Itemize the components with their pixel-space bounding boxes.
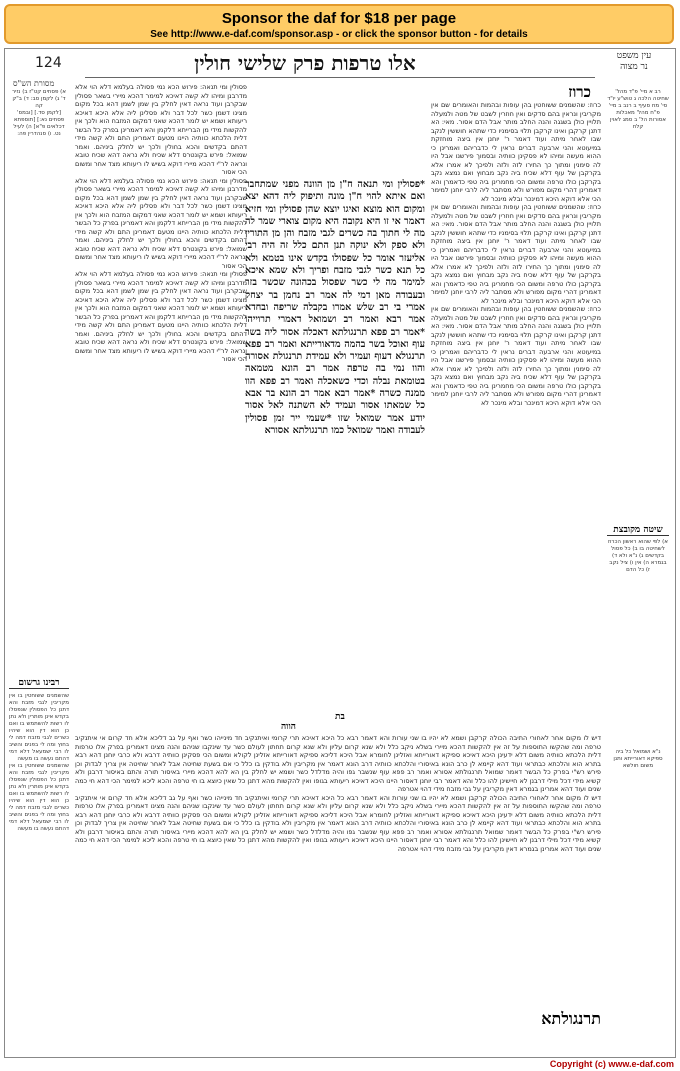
lower-commentary-text-2: דיש לו מקום אחר לאחורי התיבה הכולה קרקבן ושמא לא יהיו בו שני עורות והא דאמר רבא כל היכא דאיכא תרי קרומי ואיתנקיב חד מינייהו כשר ואף על גב דליכא אלא חד קרום אי איתנקיב טרפה ומה שהקשו התוספות על זה אין להקשות דהכא מיירי בשלא ניקב כלל ולא שנא קרום עליון ולא שנא קרום תחתון לעולם כשר עד שינקבו שניהם והנה מצינו דאמרינן בפרק אלו טרפות דלית הלכתא כוותיה משום דלא ידעינן היכא דאיכא ספיקא דאורייתא ואזלינן לחומרא אבל היכא דליכא ספיקא דאורייתא אזלינן לקולא ומשום הכי פסקינן כוותיה דרבא ולא כרבי יוחנן דהא רבא בתרא הוא והלכתא כבתראי ועוד דהא קיימא לן כרב הונא באיסורי והלכתא כוותיה דרב הונא דאמר אין מקריבין ולא בודקין בו כלל כי אם בשעת שחיטה אבל לאחר שחיטה אין צריך לבדוק וכן פירש רש"י בפרק כל הבשר דאמר שמואל תרנגולתא אסורא ואמר רב פפא עוף שנשבר גפו והיה מדלדל כשר ושמא יש לחלק בין הא להא דהכא מיירי באיסור תורה והתם באיסור דרבנן ולא קשיא מידי דכל מילי דרבנן לא חיישינן להו כלל והא דאמר רבי יוחנן דאסור היינו היכא דאיכא ריעותא בגופו ואין להקשות מהא דתנן כל שאין כיוצא בו חי טרפה והכא ליכא למימר הכי דהא חי כמה שנים ועוד דהא אמרינן בגמרא דאין מקריבין על גבי מזבח מידי דהוי אטרפה bbox=[75, 793, 601, 853]
tarnegolta-heading: תרנגולתא bbox=[541, 1009, 601, 1028]
ein-mishpat-text: רב א מיי' פ"ד מהל' שחיטה הלכה ג טוש"ע יו"ד סי' מח סעיף ב רנב ב מיי' פ"ח מהל' מאכלות אסורות הל' ב סמג לאוין קלח bbox=[607, 89, 669, 130]
rabbeinu-gershom-text: שהשמנים ששוחטין בו אין מקריבין לגבי מזבח והא דתנן כל הפסולין שנפסלו בקדש אינן מותרין ולא נתן לו רשות להשתמש בו ואם כן הוא דין הוא שיהיו כשרים לגבי מזבח דמה לי בחוץ ומה לי בפנים והשיב לו רבי ישמעאל דלא דמי דהתם נעשה בו מעשה bbox=[9, 693, 69, 762]
gemara-end-marker: בת bbox=[335, 712, 345, 722]
sponsor-banner[interactable] bbox=[4, 4, 674, 44]
sponsor-title: Sponsor the daf for $18 per page bbox=[221, 10, 457, 27]
lower-commentary-text: דיש לו מקום אחר לאחורי התיבה הכולה קרקבן ושמא לא יהיו בו שני עורות והא דאמר רבא כל היכא דאיכא תרי קרומי ואיתנקיב חד מינייהו כשר ואף על גב דליכא אלא חד קרום אי איתנקיב טרפה ומה שהקשו התוספות על זה אין להקשות דהכא מיירי בשלא ניקב כלל ולא שנא קרום עליון ולא שנא קרום תחתון לעולם כשר עד שינקבו שניהם והנה מצינו דאמרינן בפרק אלו טרפות דלית הלכתא כוותיה משום דלא ידעינן היכא דאיכא ספיקא דאורייתא ואזלינן לחומרא אבל היכא דליכא ספיקא דאורייתא אזלינן לקולא ומשום הכי פסקינן כוותיה דרבא ולא כרבי יוחנן דהא רבא בתרא הוא והלכתא כבתראי ועוד דהא קיימא לן כרב הונא באיסורי והלכתא כוותיה דרב הונא דאמר אין מקריבין ולא בודקין בו כלל כי אם בשעת שחיטה אבל לאחר שחיטה אין צריך לבדוק וכן פירש רש"י בפרק כל הבשר דאמר שמואל תרנגולתא אסורא ואמר רב פפא עוף שנשבר גפו והיה מדלדל כשר ושמא יש לחלק בין הא להא דהכא מיירי באיסור תורה והתם באיסור דרבנן ולא קשיא מידי דכל מילי דרבנן לא חיישינן להו כלל והא דאמר רבי יוחנן דאסור היינו היכא דאיכא ריעותא בגופו ואין להקשות מהא דתנן כל שאין כיוצא בו חי טרפה והכא ליכא למימר הכי דהא חי כמה שנים ועוד דהא אמרינן בגמרא דאין מקריבין על גבי מזבח מידי דהוי אטרפה bbox=[75, 734, 601, 793]
rashi-opening-word: כרוז bbox=[568, 83, 591, 101]
right-margin-notes-text: נ"א ושמואל כל ביה ספיקא דאורייתא ותנן משום חולשא bbox=[613, 749, 663, 769]
masoret-hashas-text: א) פסחים קט"ז ב) נזיר ד' ג) לקמן סב: ד) ב"ק קה bbox=[12, 89, 66, 109]
tosafot-text: פסולין ומי תנאה: פירוש הכא נמי פסולה בעלמא דלא הוי אלא מדרבנן ומיהו לא קשה דאיכא למימר דהכא מיירי בשאר פסולין שבקרבן ועוד נראה דאין לחלק בין שמן לשמן דהא בכל מקום מצינו דשמן כשר לכל דבר ולא פסלינן ליה אלא היכא דאיכא ריעותא ושמא יש לומר דהכא שאני דמקום המזבח הוא ולכך אין להקשות מידי מן הברייתא דלקמן והא דאמרינן בפרק כל הבשר דלית הלכתא כוותיה היינו מטעם דאמרינן התם ולא קשה מידי דהתם בקדשים והכא בחולין ולכך יש לחלק ביניהם. ואמר שמואל: פירש בקונטרס דלא שכיח ולא נראה דהא שכיח טובא ונראה לר"י דהכא מיירי דוקא בשיש לו ריעותא מצד אחר ומשום הכי אסור bbox=[75, 83, 247, 176]
rabbeinu-gershom-column bbox=[9, 693, 69, 1023]
shita-mekubetzet-column bbox=[607, 539, 669, 719]
shita-mekubetzet-text: א) לפי שהוא ראשון הכרוז לשחיטה בו ב) כל פסול בקדשים ג) נ"א ולא ד) בגמרא ה) אין ו) ציל נקב ז) כל הדם bbox=[608, 539, 668, 573]
talmud-page bbox=[4, 48, 676, 1058]
gemara-text: *פסולין ומי תנאה ח"ן מן הוונה מפני שמתחבר ואם איתא להוי ח"ן מונה ותיפוק ליה דהא יצא ומקום הוא מוצא ואיגו יוצא שהן פסולין ומי חזיא דאמר אי זו היא נקובה היא מקום צוארי שמר לה מה לי חתוך בה כשרים לגבי מזבח והן מן התורין ולא ספק ולא ינוקה תנן התם כלל זה היה רבי אליעזר אומר כל שפסולו בקדש אינו בטמא ולא כל תנא כשר לגבי מזבח ופריך ולא שמא איכא למימר מה לי כשר שפסול בכהונה שכשר בזר ובעבודה מאן דמי לה אמר רב נחמן בר יצחק אמרי בי רב שלש אמרו בקבלה שריפה ובחדא אמר רבא ואמר רב ושמואל דאמרי תרוייהו *אמר רב פפא תרנגולתא דאכלה אסור ליה בשר עוף ואוכל בשר בהמה מדאורייתא ואמר רב פפא תרנגולא דעוף ועמיר ולא עמידת תרנגולת אסורה והוו נמי בה טרפה אמר רב הונא מטמאה בטומאת נבלה וכדי כשאכלה ואמר רב פפא הוו ממנה כשרה *אמר רבא אמר רב הונא בר אבא כל שמאתו אסור ועמיד לא השתנה לאל אסור יודע אמר שמואל שזו *שעמי ייר זמן פסולין לעבודה ואמר שמואל כמו תרנגולתא אסורא bbox=[245, 179, 425, 436]
masoret-hashas-label: מסורת הש"ס bbox=[13, 79, 55, 88]
copyright-link[interactable]: Copyright (c) www.e-daf.com bbox=[549, 1059, 674, 1069]
shita-mekubetzet-heading: שיטה מקובצת bbox=[607, 524, 669, 536]
rashi-column bbox=[431, 101, 601, 711]
page-number: 124 bbox=[35, 55, 62, 71]
page-title: אלו טרפות פרק שלישי חולין bbox=[194, 51, 416, 75]
ein-mishpat-header bbox=[599, 51, 669, 73]
ein-mishpat-label: עין משפט bbox=[616, 51, 652, 61]
tosafot-column bbox=[75, 83, 247, 707]
right-margin-notes bbox=[607, 749, 669, 869]
rashi-text: כרוז: שהשמנים ששוחטין בהן עופות ובהמות והאומרים שם אין מקריבין ונראין בהם סדקים ואין חוזרין לשבט של מטה ולמעלה תלויין כולן בשגגה והנה החלב מותר אבל הדם אסור. מאי: הא דתנן קרקבן ואינו קרקבן תלוי בסימניו כדי שתהא חוששין לנקב שבו לאחר מיתה ועוד דאמר ר' יוחנן אין ביצה מוחזקת במיעוטא והני ארבעה דברים נראין לי כדבריהם ואמרינן כי ההוא מעשה ומיהו לא פסקינן כוותיה ובסמוך פירשנו אבל היו לה סימנין ומתוך כך התירו לזה ולזה ולפיכך לא אמרו אלא בקרקבן של עוף דלא שכיח ביה נקב מבחוץ ואם נמצא נקב בקרקבן כולו טרפה ומשום הכי מחמרינן ביה טפי כדאמרן והא דאמרינן דהרי מקום מפורש ולא מסתבר ליה לרבי יוחנן למימר הכי אלא דוקא היכא דמינכר ובלא מינכר לא bbox=[431, 101, 601, 203]
rabbeinu-gershom-heading: רבינו גרשום bbox=[9, 677, 69, 689]
header-rule bbox=[85, 77, 595, 78]
masoret-hashas-text-2: [לקמן סד.] [ובמס' פסחים נא:] [תוספתא דכלאים פ"א] ה) לעיל נט. ו) סנהדרין פה: bbox=[13, 110, 65, 137]
rashi-text-continued-2: כרוז: שהשמנים ששוחטין בהן עופות ובהמות והאומרים שם אין מקריבין ונראין בהם סדקים ואין חוזרין לשבט של מטה ולמעלה תלויין כולן בשגגה והנה החלב מותר אבל הדם אסור. מאי: הא דתנן קרקבן ואינו קרקבן תלוי בסימניו כדי שתהא חוששין לנקב שבו לאחר מיתה ועוד דאמר ר' יוחנן אין ביצה מוחזקת במיעוטא והני ארבעה דברים נראין לי כדבריהם ואמרינן כי ההוא מעשה ומיהו לא פסקינן כוותיה ובסמוך פירשנו אבל היו לה סימנין ומתוך כך התירו לזה ולזה ולפיכך לא אמרו אלא בקרקבן של עוף דלא שכיח ביה נקב מבחוץ ואם נמצא נקב בקרקבן כולו טרפה ומשום הכי מחמרינן ביה טפי כדאמרן והא דאמרינן דהרי מקום מפורש ולא מסתבר ליה לרבי יוחנן למימר הכי אלא דוקא היכא דמינכר ובלא מינכר לא bbox=[431, 305, 601, 407]
rabbeinu-gershom-text-2: שהשמנים ששוחטין בו אין מקריבין לגבי מזבח והא דתנן כל הפסולין שנפסלו בקדש אינן מותרין ולא נתן לו רשות להשתמש בו ואם כן הוא דין הוא שיהיו כשרים לגבי מזבח דמה לי בחוץ ומה לי בפנים והשיב לו רבי ישמעאל דלא דמי דהתם נעשה בו מעשה bbox=[9, 763, 69, 832]
tosafot-text-continued: פסולין ומי תנאה: פירוש הכא נמי פסולה בעלמא דלא הוי אלא מדרבנן ומיהו לא קשה דאיכא למימר דהכא מיירי בשאר פסולין שבקרבן ועוד נראה דאין לחלק בין שמן לשמן דהא בכל מקום מצינו דשמן כשר לכל דבר ולא פסלינן ליה אלא היכא דאיכא ריעותא ושמא יש לומר דהכא שאני דמקום המזבח הוא ולכך אין להקשות מידי מן הברייתא דלקמן והא דאמרינן בפרק כל הבשר דלית הלכתא כוותיה היינו מטעם דאמרינן התם ולא קשה מידי דהתם בקדשים והכא בחולין ולכך יש לחלק ביניהם. ואמר שמואל: פירש בקונטרס דלא שכיח ולא נראה דהא שכיח טובא ונראה לר"י דהכא מיירי דוקא בשיש לו ריעותא מצד אחר ומשום הכי אסור bbox=[75, 176, 247, 270]
sponsor-subtitle: See http://www.e-daf.com/sponsor.asp - or click the sponsor button - for details bbox=[150, 29, 528, 40]
ner-mitzvah-label: נר מצוה bbox=[620, 62, 648, 72]
masoret-hashas-column bbox=[9, 89, 69, 609]
havayah-marker: הווה bbox=[281, 722, 296, 732]
tosafot-text-continued-2: פסולין ומי תנאה: פירוש הכא נמי פסולה בעלמא דלא הוי אלא מדרבנן ומיהו לא קשה דאיכא למימר דהכא מיירי בשאר פסולין שבקרבן ועוד נראה דאין לחלק בין שמן לשמן דהא בכל מקום מצינו דשמן כשר לכל דבר ולא פסלינן ליה אלא היכא דאיכא ריעותא ושמא יש לומר דהכא שאני דמקום המזבח הוא ולכך אין להקשות מידי מן הברייתא דלקמן והא דאמרינן בפרק כל הבשר דלית הלכתא כוותיה היינו מטעם דאמרינן התם ולא קשה מידי דהתם בקדשים והכא בחולין ולכך יש לחלק ביניהם. ואמר שמואל: פירש בקונטרס דלא שכיח ולא נראה דהא שכיח טובא ונראה לר"י דהכא מיירי דוקא בשיש לו ריעותא מצד אחר ומשום הכי אסור bbox=[75, 270, 247, 363]
lower-commentary bbox=[75, 734, 601, 1034]
rashi-text-continued: כרוז: שהשמנים ששוחטין בהן עופות ובהמות והאומרים שם אין מקריבין ונראין בהם סדקים ואין חוזרין לשבט של מטה ולמעלה תלויין כולן בשגגה והנה החלב מותר אבל הדם אסור. מאי: הא דתנן קרקבן ואינו קרקבן תלוי בסימניו כדי שתהא חוששין לנקב שבו לאחר מיתה ועוד דאמר ר' יוחנן אין ביצה מוחזקת במיעוטא והני ארבעה דברים נראין לי כדבריהם ואמרינן כי ההוא מעשה ומיהו לא פסקינן כוותיה ובסמוך פירשנו אבל היו לה סימנין ומתוך כך התירו לזה ולזה ולפיכך לא אמרו אלא בקרקבן של עוף דלא שכיח ביה נקב מבחוץ ואם נמצא נקב בקרקבן כולו טרפה ומשום הכי מחמרינן ביה טפי כדאמרן והא דאמרינן דהרי מקום מפורש ולא מסתבר ליה לרבי יוחנן למימר הכי אלא דוקא היכא דמינכר ובלא מינכר לא bbox=[431, 203, 601, 305]
gemara-column bbox=[245, 179, 425, 709]
ein-mishpat-column bbox=[607, 89, 669, 389]
